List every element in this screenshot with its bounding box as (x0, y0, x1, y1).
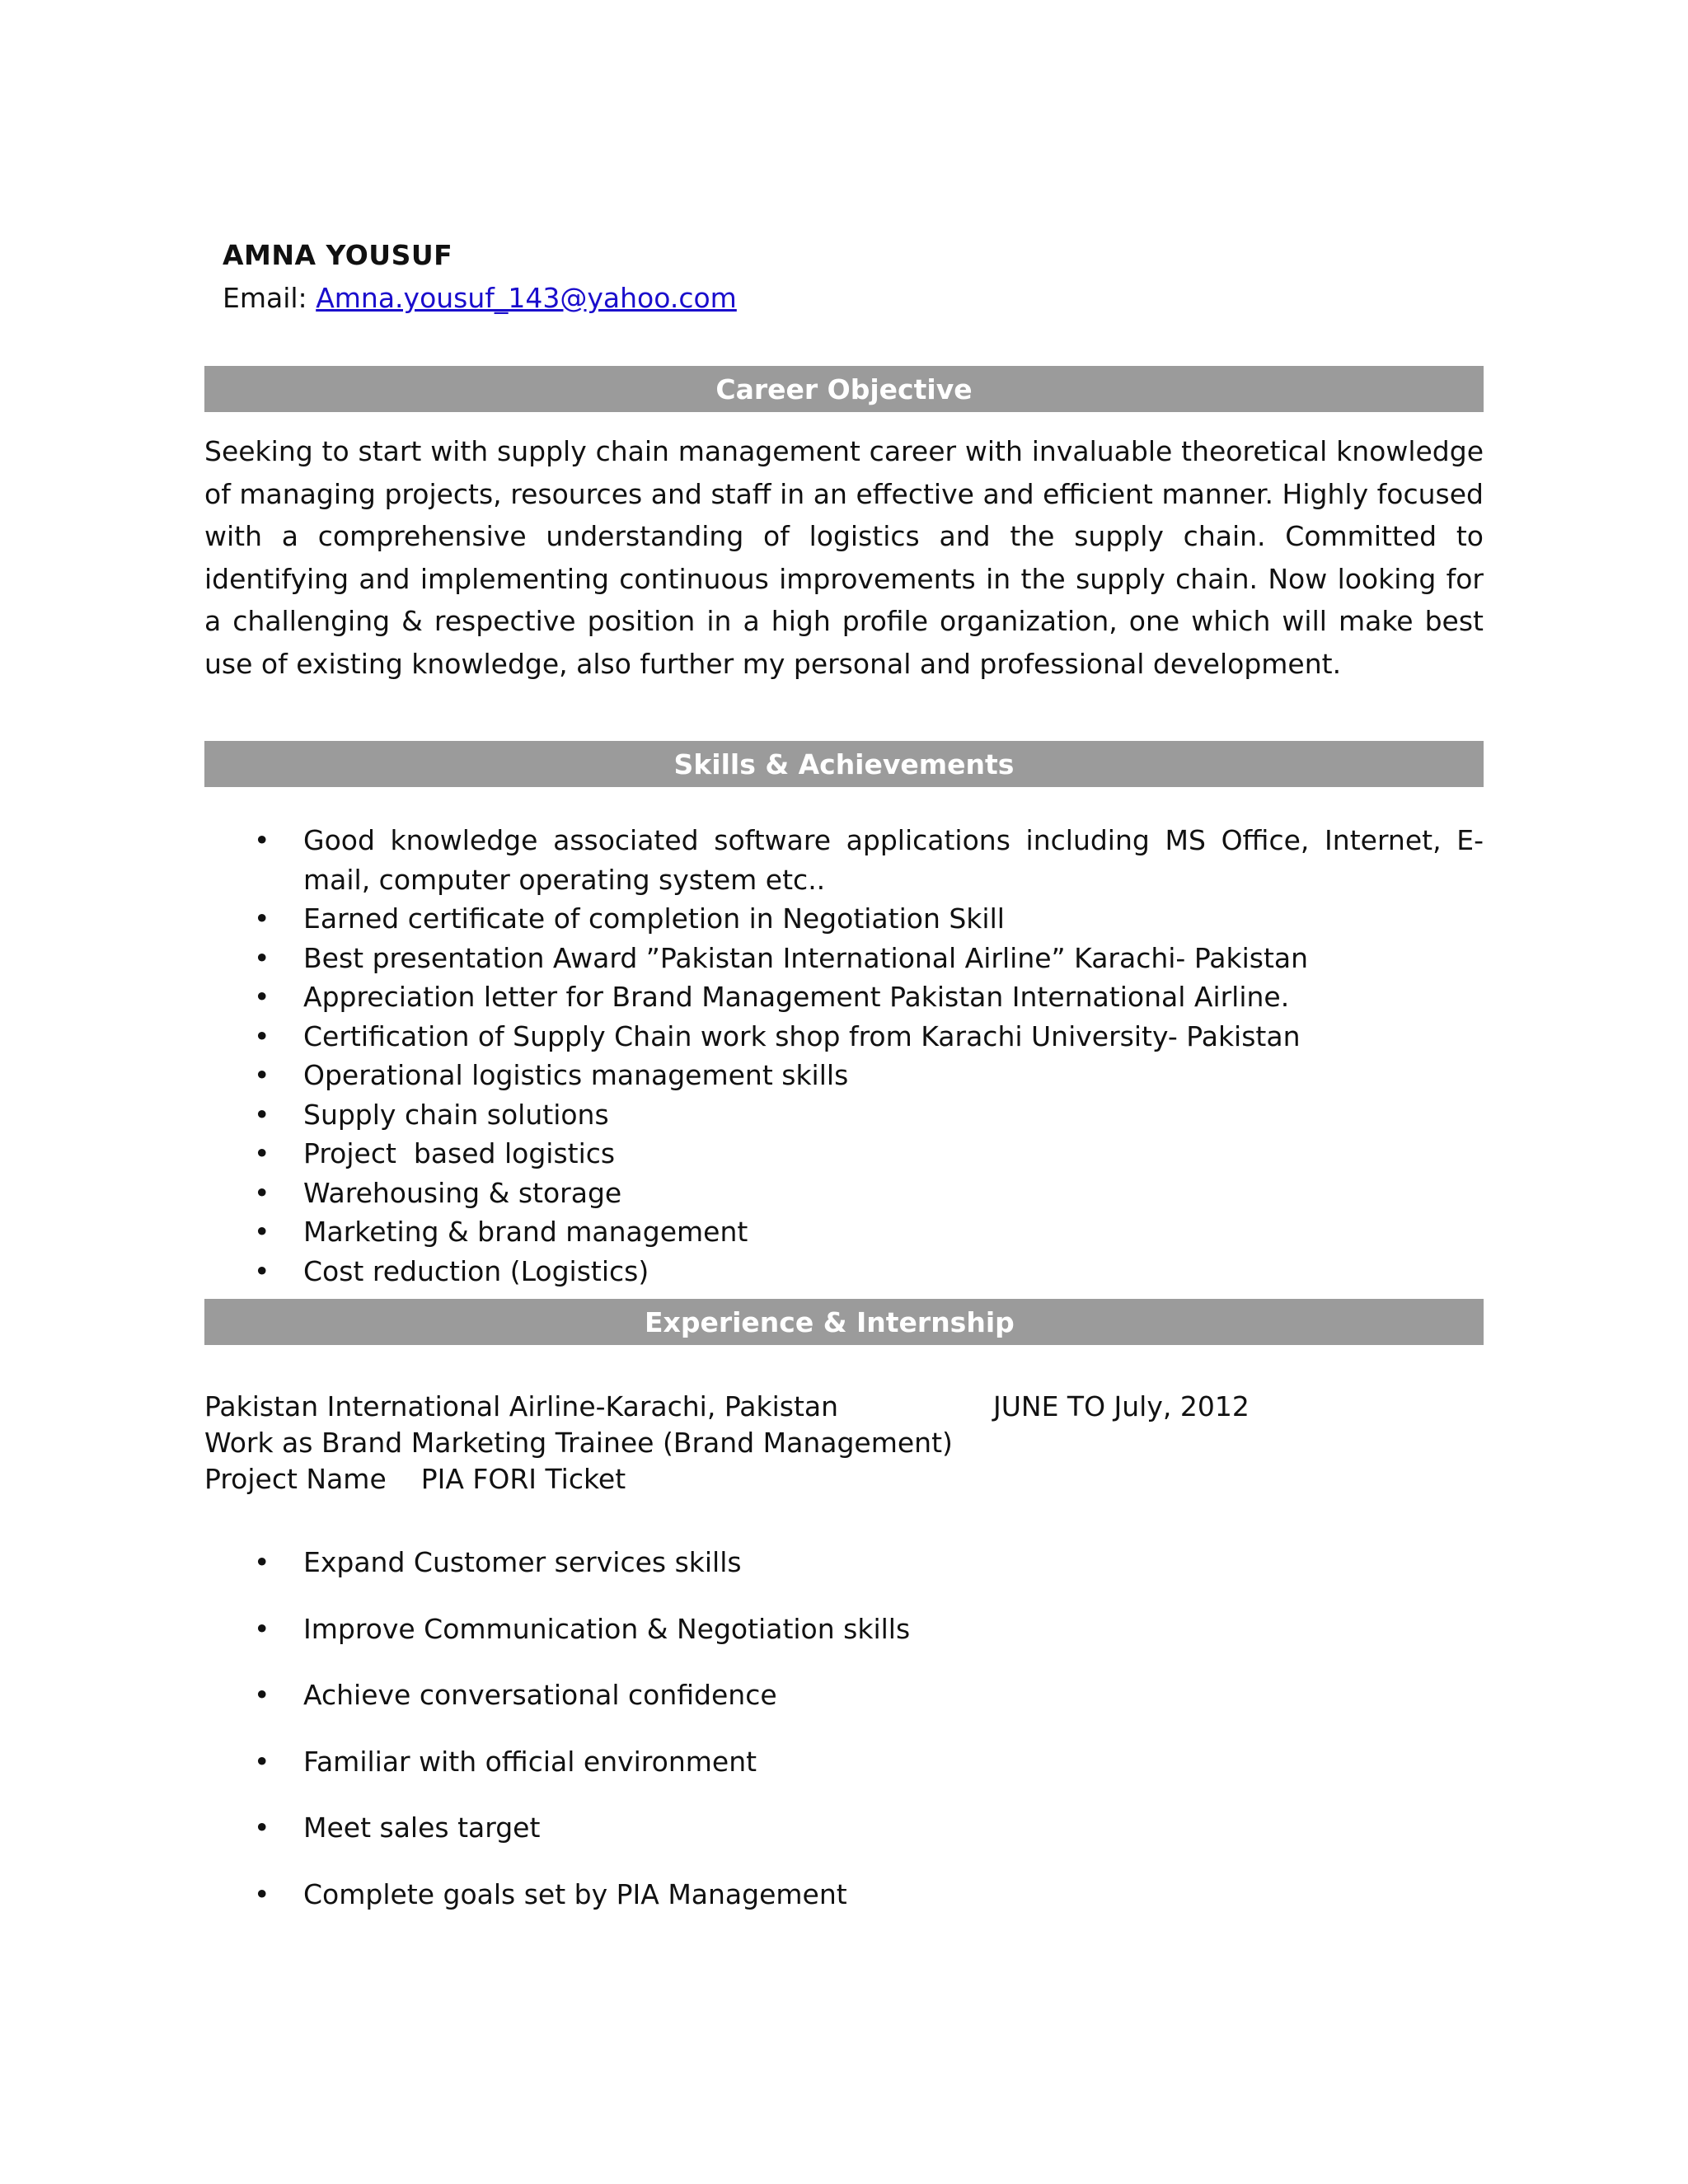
email-link[interactable]: Amna.yousuf_143@yahoo.com (316, 282, 737, 314)
bullet-icon: • (254, 1877, 270, 1910)
list-item (204, 1174, 1484, 1213)
email-label: Email: (223, 282, 307, 314)
list-item-text: Project based logistics (303, 1137, 616, 1169)
career-objective-header (204, 366, 1484, 412)
bullet-icon: • (254, 941, 270, 974)
experience-project: Project Name PIA FORI Ticket (204, 1463, 626, 1495)
list-item (204, 899, 1484, 939)
list-item (204, 1675, 1484, 1715)
list-item (204, 1742, 1484, 1782)
list-item-text: Appreciation letter for Brand Management Pakistan International Airline. (303, 981, 1290, 1013)
list-item-text: Achieve conversational confidence (303, 1679, 777, 1711)
bullet-icon: • (254, 824, 270, 856)
list-item-text: Earned certificate of completion in Negotiation Skill (303, 902, 1005, 935)
experience-header (204, 1299, 1484, 1345)
list-item (204, 1212, 1484, 1252)
experience-dates: JUNE TO July, 2012 (993, 1390, 1250, 1422)
bullet-icon: • (254, 981, 270, 1013)
skills-list (204, 821, 1484, 1291)
bullet-icon: • (254, 1137, 270, 1169)
list-item-text: Familiar with official environment (303, 1745, 757, 1778)
experience-role: Work as Brand Marketing Trainee (Brand Management) (204, 1427, 953, 1459)
skills-header (204, 741, 1484, 787)
list-item (204, 939, 1484, 978)
list-item (204, 1134, 1484, 1174)
career-objective-title: Career Objective (715, 373, 973, 405)
list-item-text: Certification of Supply Chain work shop from Karachi University- Pakistan (303, 1019, 1301, 1052)
list-item (204, 1543, 1484, 1582)
list-item (204, 1095, 1484, 1135)
bullet-icon: • (254, 1254, 270, 1287)
candidate-name: AMNA YOUSUF (223, 239, 453, 271)
list-item-text: Operational logistics management skills (303, 1059, 849, 1091)
list-item-text: Expand Customer services skills (303, 1546, 742, 1578)
experience-company: Pakistan International Airline-Karachi, Pakistan (204, 1390, 839, 1422)
career-objective-text: Seeking to start with supply chain management career with invaluable theoretical knowledge of managing projects, resources and staff in an effective and efficient manner. Highly focused with a comprehensive understanding of logistics and the supply chain. Committed to identifying and implementing continuous improvements in the supply chain. Now looking for a challenging & respective position in a high profile organization, one which will make best use of existing knowledge, also further my personal and professional development. (204, 435, 1484, 680)
list-item (204, 821, 1484, 899)
bullet-icon: • (254, 1745, 270, 1778)
bullet-icon: • (254, 1679, 270, 1711)
bullet-icon: • (254, 1019, 270, 1052)
skills-title: Skills & Achievements (673, 748, 1015, 780)
list-item (204, 1252, 1484, 1291)
experience-list (204, 1543, 1484, 1941)
list-item-text: Meet sales target (303, 1811, 541, 1844)
list-item (204, 1808, 1484, 1848)
list-item-text: Good knowledge associated software applications including MS Office, Internet, E-mail, computer operating system etc.. (303, 824, 1484, 896)
bullet-icon: • (254, 1059, 270, 1091)
list-item-text: Cost reduction (Logistics) (303, 1254, 649, 1287)
experience-title: Experience & Internship (645, 1305, 1015, 1338)
bullet-icon: • (254, 1811, 270, 1844)
bullet-icon: • (254, 1098, 270, 1131)
list-item-text: Marketing & brand management (303, 1216, 748, 1248)
list-item-text: Complete goals set by PIA Management (303, 1877, 847, 1910)
list-item (204, 1017, 1484, 1057)
bullet-icon: • (254, 1612, 270, 1645)
bullet-icon: • (254, 1176, 270, 1209)
list-item-text: Warehousing & storage (303, 1176, 622, 1209)
list-item-text: Best presentation Award ”Pakistan International Airline” Karachi- Pakistan (303, 941, 1309, 974)
list-item-text: Improve Communication & Negotiation skills (303, 1612, 911, 1645)
bullet-icon: • (254, 1546, 270, 1578)
list-item (204, 1875, 1484, 1915)
list-item (204, 1056, 1484, 1095)
bullet-icon: • (254, 902, 270, 935)
bullet-icon: • (254, 1216, 270, 1248)
list-item (204, 1610, 1484, 1649)
list-item-text: Supply chain solutions (303, 1098, 609, 1131)
email-line (223, 282, 737, 314)
list-item (204, 977, 1484, 1017)
